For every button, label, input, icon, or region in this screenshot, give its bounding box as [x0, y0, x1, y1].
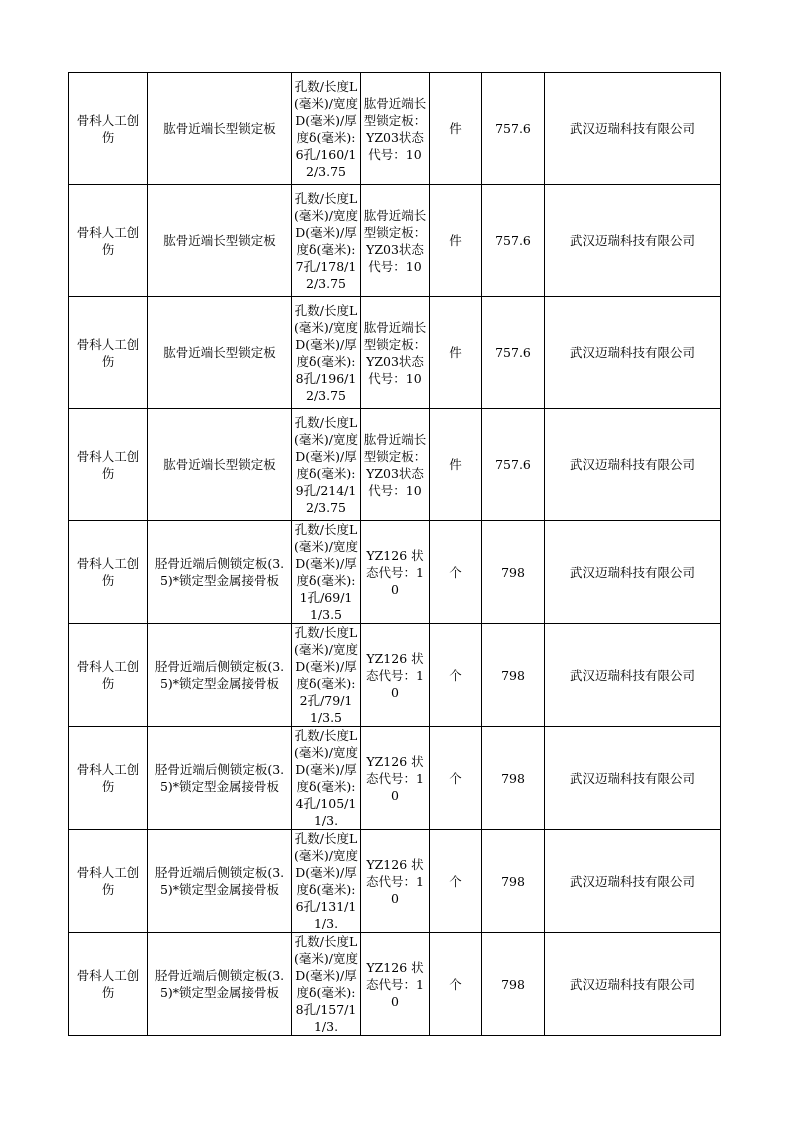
category-cell: 骨科人工创伤 — [69, 727, 148, 830]
model-cell: 肱骨近端长型锁定板：YZ03状态代号：10 — [361, 185, 430, 297]
company-cell: 武汉迈瑞科技有限公司 — [545, 185, 721, 297]
model-cell: 肱骨近端长型锁定板：YZ03状态代号：10 — [361, 409, 430, 521]
category-cell: 骨科人工创伤 — [69, 521, 148, 624]
model-cell: YZ126 状态代号：10 — [361, 727, 430, 830]
table-row — [69, 933, 721, 1036]
spec-text: 孔数/长度L(毫米)/宽度D(毫米)/厚度δ(毫米):8孔/157/11/3. — [294, 934, 358, 1034]
table-row — [69, 624, 721, 727]
product-name-cell: 肱骨近端长型锁定板 — [148, 409, 292, 521]
spec-cell — [292, 409, 361, 521]
product-name-cell: 肱骨近端长型锁定板 — [148, 297, 292, 409]
unit-cell: 个 — [430, 624, 482, 727]
unit-cell: 个 — [430, 521, 482, 624]
spec-text: 孔数/长度L(毫米)/宽度D(毫米)/厚度δ(毫米):1孔/69/11/3.5 — [294, 522, 358, 622]
table-row — [69, 409, 721, 521]
spec-cell — [292, 830, 361, 933]
product-name-cell: 胫骨近端后侧锁定板(3.5)*锁定型金属接骨板 — [148, 624, 292, 727]
unit-cell: 件 — [430, 185, 482, 297]
model-cell: YZ126 状态代号：10 — [361, 624, 430, 727]
spec-text: 孔数/长度L(毫米)/宽度D(毫米)/厚度δ(毫米):2孔/79/11/3.5 — [294, 625, 358, 725]
unit-cell: 件 — [430, 73, 482, 185]
category-cell: 骨科人工创伤 — [69, 409, 148, 521]
product-name-cell: 胫骨近端后侧锁定板(3.5)*锁定型金属接骨板 — [148, 727, 292, 830]
product-table — [68, 72, 721, 1036]
spec-cell — [292, 727, 361, 830]
spec-cell — [292, 933, 361, 1036]
company-cell: 武汉迈瑞科技有限公司 — [545, 409, 721, 521]
table-row — [69, 521, 721, 624]
spec-cell — [292, 624, 361, 727]
price-cell: 798 — [482, 933, 545, 1036]
price-cell: 798 — [482, 624, 545, 727]
company-cell: 武汉迈瑞科技有限公司 — [545, 933, 721, 1036]
model-cell: 肱骨近端长型锁定板：YZ03状态代号：10 — [361, 297, 430, 409]
table-row — [69, 727, 721, 830]
price-cell: 798 — [482, 830, 545, 933]
spec-cell — [292, 521, 361, 624]
product-name-cell: 肱骨近端长型锁定板 — [148, 185, 292, 297]
table-row — [69, 830, 721, 933]
company-cell: 武汉迈瑞科技有限公司 — [545, 624, 721, 727]
company-cell: 武汉迈瑞科技有限公司 — [545, 830, 721, 933]
company-cell: 武汉迈瑞科技有限公司 — [545, 727, 721, 830]
spec-text: 孔数/长度L(毫米)/宽度D(毫米)/厚度δ(毫米):8孔/196/12/3.75 — [294, 302, 358, 403]
spec-text: 孔数/长度L(毫米)/宽度D(毫米)/厚度δ(毫米):9孔/214/12/3.75 — [294, 414, 358, 515]
price-cell: 757.6 — [482, 185, 545, 297]
model-cell: YZ126 状态代号：10 — [361, 830, 430, 933]
price-cell: 757.6 — [482, 297, 545, 409]
category-cell: 骨科人工创伤 — [69, 624, 148, 727]
unit-cell: 件 — [430, 409, 482, 521]
company-cell: 武汉迈瑞科技有限公司 — [545, 73, 721, 185]
spec-cell — [292, 297, 361, 409]
model-cell: 肱骨近端长型锁定板：YZ03状态代号：10 — [361, 73, 430, 185]
spec-text: 孔数/长度L(毫米)/宽度D(毫米)/厚度δ(毫米):6孔/160/12/3.75 — [294, 78, 358, 179]
category-cell: 骨科人工创伤 — [69, 830, 148, 933]
product-name-cell: 胫骨近端后侧锁定板(3.5)*锁定型金属接骨板 — [148, 933, 292, 1036]
product-name-cell: 胫骨近端后侧锁定板(3.5)*锁定型金属接骨板 — [148, 521, 292, 624]
spec-cell — [292, 185, 361, 297]
category-cell: 骨科人工创伤 — [69, 297, 148, 409]
spec-cell — [292, 73, 361, 185]
unit-cell: 件 — [430, 297, 482, 409]
category-cell: 骨科人工创伤 — [69, 933, 148, 1036]
model-cell: YZ126 状态代号：10 — [361, 521, 430, 624]
product-name-cell: 肱骨近端长型锁定板 — [148, 73, 292, 185]
model-cell: YZ126 状态代号：10 — [361, 933, 430, 1036]
category-cell: 骨科人工创伤 — [69, 185, 148, 297]
price-cell: 798 — [482, 521, 545, 624]
category-cell: 骨科人工创伤 — [69, 73, 148, 185]
table-body — [69, 73, 721, 1036]
table-row — [69, 185, 721, 297]
spec-text: 孔数/长度L(毫米)/宽度D(毫米)/厚度δ(毫米):4孔/105/11/3. — [294, 728, 358, 828]
price-cell: 757.6 — [482, 409, 545, 521]
table-row — [69, 73, 721, 185]
spec-text: 孔数/长度L(毫米)/宽度D(毫米)/厚度δ(毫米):7孔/178/12/3.75 — [294, 190, 358, 291]
unit-cell: 个 — [430, 933, 482, 1036]
unit-cell: 个 — [430, 830, 482, 933]
table-row — [69, 297, 721, 409]
spec-text: 孔数/长度L(毫米)/宽度D(毫米)/厚度δ(毫米):6孔/131/11/3. — [294, 831, 358, 931]
product-name-cell: 胫骨近端后侧锁定板(3.5)*锁定型金属接骨板 — [148, 830, 292, 933]
company-cell: 武汉迈瑞科技有限公司 — [545, 297, 721, 409]
price-cell: 798 — [482, 727, 545, 830]
price-cell: 757.6 — [482, 73, 545, 185]
company-cell: 武汉迈瑞科技有限公司 — [545, 521, 721, 624]
unit-cell: 个 — [430, 727, 482, 830]
